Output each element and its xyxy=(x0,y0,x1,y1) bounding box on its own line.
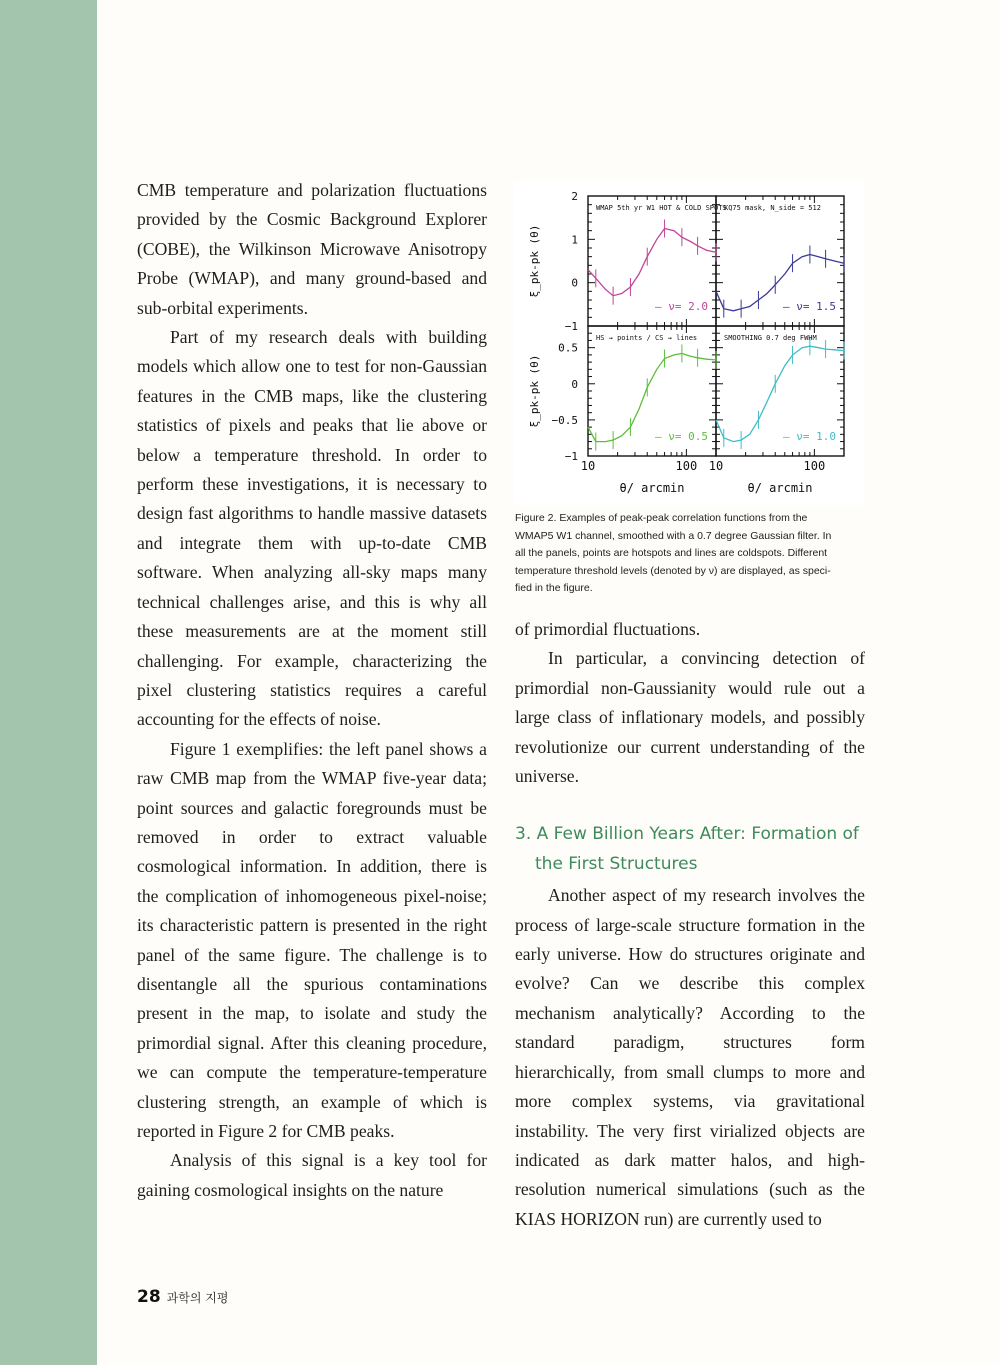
nu-label: — ν= 2.0 xyxy=(655,300,708,313)
panel-note: SMOOTHING 0.7 deg FWHM xyxy=(724,334,817,342)
side-band xyxy=(0,0,97,1365)
correlation-chart xyxy=(514,181,864,505)
x-axis-label: θ/ arcmin xyxy=(619,481,685,495)
x-axis-label: θ/ arcmin xyxy=(747,481,813,495)
nu-label: — ν= 1.5 xyxy=(783,300,836,313)
x-tick-label: 10 xyxy=(580,459,596,473)
y-axis-label: ξ_pk-pk (θ) xyxy=(528,354,541,428)
y-tick-label: −1 xyxy=(564,320,578,333)
x-tick-label: 100 xyxy=(803,459,826,473)
y-tick-label: 0 xyxy=(571,276,578,290)
y-tick-label: 2 xyxy=(571,190,578,203)
panel-note: KQ75 mask, N_side = 512 xyxy=(724,204,821,212)
series-line-bottom-left xyxy=(588,353,716,441)
panel-note: HS → points / CS → lines xyxy=(596,334,698,342)
caption-line: Figure 2. Examples of peak-peak correlation functions from the xyxy=(515,512,808,524)
figure-2 xyxy=(514,181,864,505)
left-paragraph: Analysis of this signal is a key tool for gaining cosmological insights on the nature xyxy=(137,1150,487,1200)
left-paragraph: Figure 1 exemplifies: the left panel shows a raw CMB map from the WMAP five-year data; point sources and galactic foregrounds must be removed in order to extract valuable cosmological information. In addition, there is the complication of inhomogeneous pixel-noise; its characteristic pattern is presented in the right panel of the same figure. The challenge is to disentangle all the spurious contaminations present in the map, to isolate and study the primordial signal. After this cleaning procedure, we can compute the temperature-temperature clustering strength, an example of which is reported in Figure 2 for CMB peaks. xyxy=(137,738,487,1141)
x-tick-label: 100 xyxy=(675,459,698,473)
series-line-top-left xyxy=(588,229,716,296)
caption-line: WMAP5 W1 channel, smoothed with a 0.7 degree Gaussian filter. In xyxy=(515,529,832,542)
left-column xyxy=(137,176,487,1205)
caption-line: fied in the figure. xyxy=(515,582,593,595)
section-heading: 3. A Few Billion Years After: Formation of the First Structures xyxy=(515,824,859,874)
y-tick-label: 1 xyxy=(571,233,578,247)
page-footer xyxy=(137,1287,228,1307)
caption-line: temperature threshold levels (denoted by ν) are displayed, as speci- xyxy=(515,564,831,577)
left-paragraph: Part of my research deals with building models which allow one to test for non-Gaussian features in the CMB maps, like the clustering statistics of pixels and peaks that lie above or below a temperature threshold. In order to perform these investigations, it is necessary to design fast algorithms to handle massive datasets and integrate them with up-to-date CMB software. When analyzing all-sky maps many technical challenges arise, and this is why all these measurements are at the moment still challenging. For example, characterizing the pixel clustering statistics requires a careful accounting for the effects of noise. xyxy=(137,327,487,730)
nu-label: — ν= 1.0 xyxy=(783,430,836,443)
caption-line: all the panels, points are hotspots and lines are coldspots. Different xyxy=(515,547,828,560)
nu-label: — ν= 0.5 xyxy=(655,430,708,443)
series-line-bottom-right xyxy=(716,346,844,441)
right-paragraph: In particular, a convincing detection of primordial non-Gaussianity would rule out a large class of inflationary models, and possibly revolutionize our current understanding of the universe. xyxy=(515,648,865,787)
y-tick-label: 0 xyxy=(571,377,578,391)
right-paragraph: Another aspect of my research involves the process of large-scale structure formation in the early universe. How do structures originate and evolve? Can we describe this complex mechanism analytically? According to the standard paradigm, structures form hierarchically, from small clumps to more and more complex systems, via gravitational instability. The very first virialized objects are indicated as dark matter halos, and high-resolution numerical simulations (such as the KIAS HORIZON run) are currently used to xyxy=(515,885,865,1229)
y-tick-label: −1 xyxy=(564,450,578,463)
right-paragraph: of primordial fluctuations. xyxy=(515,619,701,639)
panel-note: WMAP 5th yr W1 HOT & COLD SPOTS xyxy=(596,204,727,212)
left-paragraph: CMB temperature and polarization fluctuations provided by the Cosmic Background Explorer (COBE), the Wilkinson Microwave Anisotropy Probe (WMAP), and many ground-based and sub-orbital experiments. xyxy=(137,180,487,318)
magazine-title: 과학의 지평 xyxy=(166,1291,229,1305)
page-number: 28 xyxy=(137,1287,161,1307)
y-tick-label: 0.5 xyxy=(558,341,578,355)
y-axis-label: ξ_pk-pk (θ) xyxy=(528,224,541,298)
x-tick-label: 10 xyxy=(708,459,724,473)
figure-caption xyxy=(515,510,865,598)
right-column xyxy=(515,615,865,1234)
y-tick-label: −0.5 xyxy=(551,413,578,427)
